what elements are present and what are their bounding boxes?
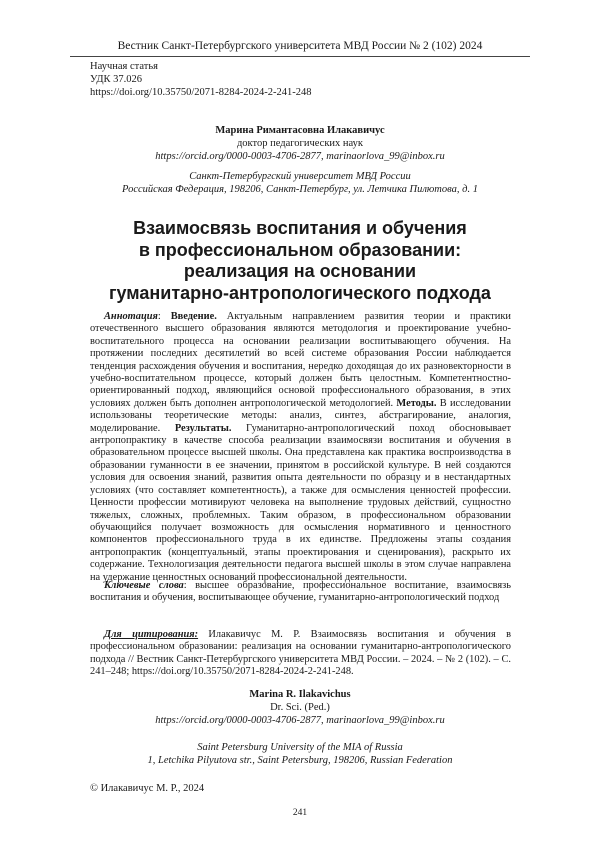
title-line: реализация на основании — [183, 261, 417, 281]
affiliation-block-ru — [60, 170, 540, 196]
citation-label: Для цитирования: — [104, 629, 199, 640]
author-degree-en: Dr. Sci. (Ped.) — [270, 702, 330, 713]
abstract-label: Аннотация — [104, 311, 158, 322]
author-name-en: Marina R. Ilakavichus — [249, 689, 351, 700]
abstract-results-label: Результаты. — [174, 422, 232, 434]
article-type: Научная статья — [90, 61, 158, 72]
author-block-en — [60, 688, 540, 727]
abstract-intro-text: Актуальным направлением развития теории и практики отечественного высшего образования являются методология и проектирование учебно-воспитательного процесса на основании реализации воспитывающего обучения. На протяжении последних десятилетий во всей системе образования России наблюдается тенденция расхождения обучения и воспитания, нередко доходящая до их разновекторности в учебно-воспитательном процессе, который должен быть целостным. Компетентностно-ориентированный подход, являющийся основой профессионального образования, в этих условиях должен быть дополнен антропологической методологией. — [90, 311, 511, 409]
abstract-methods-label: Методы. — [396, 397, 437, 409]
affiliation-line1-ru: Санкт-Петербургский университет МВД России — [189, 171, 411, 182]
keywords — [90, 580, 511, 605]
keywords-text: : высшее образование, профессиональное воспитание, взаимосвязь воспитания и обучения, воспитывающее обучение, гуманитарно-антропологический подход — [90, 580, 511, 604]
doi-link[interactable]: https://doi.org/10.35750/2071-8284-2024-2-241-248 — [90, 87, 312, 98]
journal-header: Вестник Санкт-Петербургского университета МВД России № 2 (102) 2024 — [117, 40, 483, 52]
citation-text: Илакавичус М. Р. Взаимосвязь воспитания и обучения в профессиональном образовании: реализация на основании гуманитарно-антропологического подхода // Вестник Санкт-Петербургского университета МВД России. – 2024. – № 2 (102). – С. 241–248; https://doi.org/10.35750/2071-8284-2024-2-241-248. — [90, 629, 511, 678]
page-number: 241 — [292, 808, 308, 818]
affiliation-line2-en: 1, Letchika Pilyutova str., Saint Petersburg, 198206, Russian Federation — [147, 755, 453, 766]
abstract-methods-text: В исследовании использованы теоретические методы: анализ, синтез, абстрагирование, аналогия, моделирование. — [90, 397, 511, 434]
title-line: гуманитарно-антропологического подхода — [109, 282, 491, 303]
keywords-label: Ключевые слова — [104, 580, 184, 591]
author-contacts-ru[interactable]: https://orcid.org/0000-0003-4706-2877, marinaorlova_99@inbox.ru — [155, 151, 445, 162]
citation — [90, 629, 511, 679]
abstract-label-sep: : — [157, 311, 171, 322]
author-name-ru: Марина Римантасовна Илакавичус — [215, 125, 385, 136]
author-contacts-en[interactable]: https://orcid.org/0000-0003-4706-2877, marinaorlova_99@inbox.ru — [155, 715, 445, 726]
title-line: в профессиональном образовании: — [138, 239, 462, 260]
abstract — [90, 311, 511, 584]
copyright-notice: © Илакавичус М. Р., 2024 — [90, 783, 205, 794]
author-degree-ru: доктор педагогических наук — [236, 138, 364, 149]
author-block-ru — [60, 124, 540, 163]
affiliation-line2-ru: Российская Федерация, 198206, Санкт-Петербург, ул. Летчика Пилютова, д. 1 — [122, 184, 478, 195]
abstract-intro-label: Введение. — [170, 311, 217, 322]
header-divider — [70, 56, 530, 57]
affiliation-block-en — [60, 741, 540, 767]
article-title — [60, 218, 540, 304]
article-meta — [90, 60, 311, 99]
abstract-results-text: Гуманитарно-антропологический поход обосновывает антропопрактику в качестве способа реализации взаимосвязи воспитания и обучения в образовательном процессе высшей школы. Она представлена как практика воспроизводства в образовании гуманности в ее значении, принятом в российской культуре. В ней создаются условия для освоения знаний, развития опыта деятельности по образцу и в нестандартных условиях (что составляет компетентность), а также для осмысления ценностей профессии. Ценности профессии мотивируют человека на выполнение трудовых действий, сущностно тяжелых, сложных, проблемных. Таким образом, в профессиональном образовании обучающийся получает возможность для осмысления нормативного и ценностного компонентов профессионального труда в их единстве. Предложены этапы создания антропопрактик (концептуальный, этапы проектирования и сценирования), раскрыто их содержание. Технологизация деятельности педагога высшей школы в этом случае направлена на удержание ценностных оснований профессиональной деятельности. — [90, 422, 511, 583]
affiliation-line1-en: Saint Petersburg University of the MIA of Russia — [197, 742, 403, 753]
udk-code: УДК 37.026 — [90, 74, 143, 85]
title-line: Взаимосвязь воспитания и обучения — [133, 218, 467, 238]
